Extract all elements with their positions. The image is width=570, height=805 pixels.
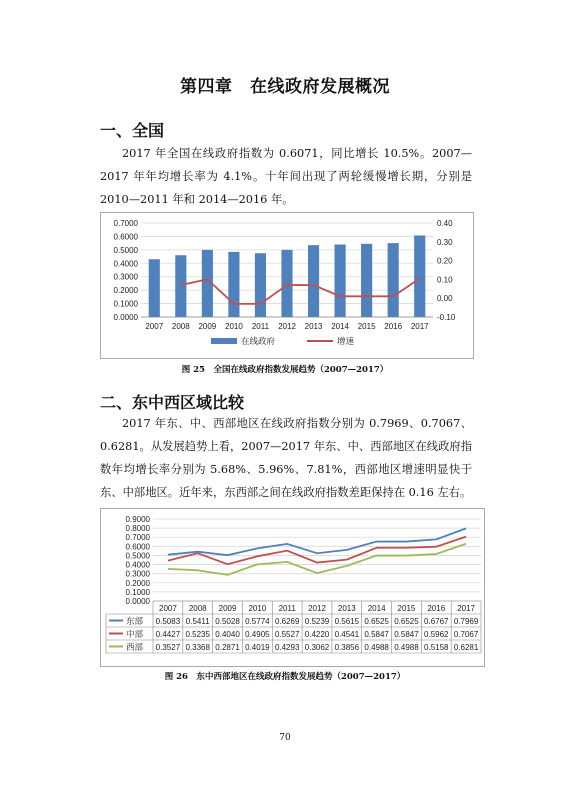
data-label: 0.3368 [185, 643, 210, 652]
data-label: 0.6281 [453, 643, 479, 652]
data-label: 0.5239 [304, 617, 330, 626]
series-line-growth [181, 278, 420, 303]
y-tick-label: 0.7000 [125, 533, 150, 543]
section-paragraph-national: 2017 年全国在线政府指数为 0.6071，同比增长 10.5%。2007—2017 年年均增长率为 4.1%。十年间出现了两轮缓慢增长期，分别是 2010—2011 年和 2014—2016 年。 [100, 147, 472, 206]
data-label: 0.4293 [274, 643, 300, 652]
figure-caption-25: 图 25 全国在线政府指数发展趋势（2007—2017） [181, 365, 389, 375]
data-label: 0.6767 [424, 617, 449, 626]
y-tick-label-left: 0.1000 [113, 299, 138, 309]
x-tick-label: 2014 [367, 604, 386, 613]
data-label: 0.6525 [394, 617, 419, 626]
y-tick-label: 0.5000 [125, 551, 150, 561]
data-label: 0.5774 [245, 617, 270, 626]
section-heading-national: 一、全国 [100, 121, 165, 140]
data-label: 0.5235 [185, 630, 210, 639]
page-number: 70 [279, 733, 291, 743]
legend-label: 西部 [126, 642, 144, 652]
y-tick-label-left: 0.3000 [113, 272, 138, 282]
data-label: 0.5158 [424, 643, 449, 652]
y-tick-label-left: 0.6000 [113, 232, 138, 242]
x-tick-label: 2007 [159, 604, 177, 613]
chapter-title: 第四章 在线政府发展概况 [180, 77, 390, 97]
x-tick-label: 2011 [251, 322, 270, 331]
data-label: 0.7067 [453, 630, 479, 639]
x-tick-label: 2012 [308, 604, 326, 613]
x-tick-label: 2010 [225, 322, 243, 331]
legend-label-line: 增速 [337, 336, 355, 346]
y-tick-label: 0.4000 [125, 560, 150, 570]
series-line [168, 528, 466, 555]
x-tick-label: 2011 [278, 604, 296, 613]
y-tick-label-left: 0.2000 [113, 286, 138, 296]
bar [414, 235, 425, 317]
x-tick-label: 2015 [357, 322, 376, 331]
y-tick-label: 0.8000 [125, 524, 150, 534]
data-label: 0.4040 [215, 630, 240, 639]
y-tick-label-right: 0.30 [437, 237, 453, 247]
legend-label-bar: 在线政府 [241, 336, 276, 346]
x-tick-label: 2013 [304, 322, 323, 331]
data-label: 0.5615 [334, 617, 360, 626]
data-label: 0.4220 [304, 630, 330, 639]
bar [308, 245, 319, 317]
data-label: 0.6525 [364, 617, 389, 626]
y-tick-label: 0.3000 [125, 569, 150, 579]
x-tick-label: 2015 [397, 604, 416, 613]
data-label: 0.4905 [245, 630, 270, 639]
data-label: 0.5847 [394, 630, 419, 639]
x-tick-label: 2012 [278, 322, 296, 331]
y-tick-label-right: 0.40 [437, 219, 453, 228]
x-tick-label: 2009 [198, 322, 217, 331]
chart-regional-index [100, 508, 485, 667]
y-tick-label: 0.1000 [125, 587, 150, 597]
data-label: 0.5962 [424, 630, 449, 639]
y-tick-label: 0.2000 [125, 578, 150, 588]
data-label: 0.7969 [453, 617, 479, 626]
y-tick-label: 0.9000 [125, 515, 150, 524]
data-label: 0.4019 [245, 643, 270, 652]
x-tick-label: 2010 [248, 604, 267, 613]
chart-national-index [100, 212, 474, 359]
data-label: 0.5527 [274, 630, 300, 639]
x-tick-label: 2008 [188, 604, 207, 613]
data-label: 0.3527 [155, 643, 181, 652]
data-label: 0.4988 [394, 643, 419, 652]
figure-caption-26: 图 26 东中西部地区在线政府指数发展趋势（2007—2017） [164, 672, 406, 682]
data-label: 0.5411 [185, 617, 210, 626]
y-tick-label-left: 0.5000 [113, 245, 138, 255]
x-tick-label: 2014 [331, 322, 349, 331]
bar [255, 253, 266, 317]
data-label: 0.6269 [274, 617, 300, 626]
bar [281, 250, 292, 317]
bar [361, 244, 372, 317]
data-label: 0.5083 [155, 617, 181, 626]
legend-swatch-bar [211, 338, 237, 344]
x-tick-label: 2008 [171, 322, 190, 331]
x-tick-label: 2009 [218, 604, 237, 613]
y-tick-label-left: 0.7000 [113, 219, 138, 228]
chart-regional-svg [101, 509, 484, 666]
data-label: 0.4427 [155, 630, 181, 639]
x-tick-label: 2013 [337, 604, 356, 613]
data-label: 0.4988 [364, 643, 389, 652]
x-tick-label: 2016 [427, 604, 446, 613]
y-tick-label-left: 0.4000 [113, 259, 138, 269]
data-label: 0.5028 [215, 617, 240, 626]
data-label: 0.5847 [364, 630, 389, 639]
x-tick-label: 2016 [384, 322, 403, 331]
data-label: 0.2871 [215, 643, 240, 652]
y-tick-label-right: 0.20 [437, 256, 453, 266]
y-tick-label: 0.6000 [125, 542, 150, 552]
legend-label: 东部 [126, 616, 144, 626]
x-tick-label: 2007 [145, 322, 164, 331]
data-label: 0.3062 [304, 643, 330, 652]
y-tick-label-left: 0.0000 [113, 313, 138, 322]
section-paragraph-regional: 2017 年东、中、西部地区在线政府指数分别为 0.7969、0.7067、0.6281。从发展趋势上看，2007—2017 年东、中、西部地区在线政府指数年均增长率分别为 5.68%、5.96%、7.81%，西部地区增速明显快于东、中部地区。近年来，东西部之间在线政府指数差距保持在 0.16 左右。 [100, 417, 472, 499]
data-label: 0.4541 [334, 630, 360, 639]
bar [149, 259, 160, 317]
y-tick-label-right: -0.10 [437, 313, 456, 322]
legend-label: 中部 [126, 629, 144, 639]
y-tick-label-right: 0.00 [437, 294, 453, 304]
x-tick-label: 2017 [457, 604, 475, 613]
bar [228, 252, 239, 317]
bar [388, 243, 399, 317]
bar [335, 244, 346, 317]
section-heading-regional: 二、东中西区域比较 [100, 393, 245, 412]
y-tick-label-right: 0.10 [437, 275, 453, 285]
y-tick-label: 0.0000 [125, 597, 150, 606]
chart-national-svg [101, 213, 473, 358]
data-label: 0.3856 [334, 643, 360, 652]
bar [175, 255, 186, 317]
x-tick-label: 2017 [410, 322, 429, 331]
